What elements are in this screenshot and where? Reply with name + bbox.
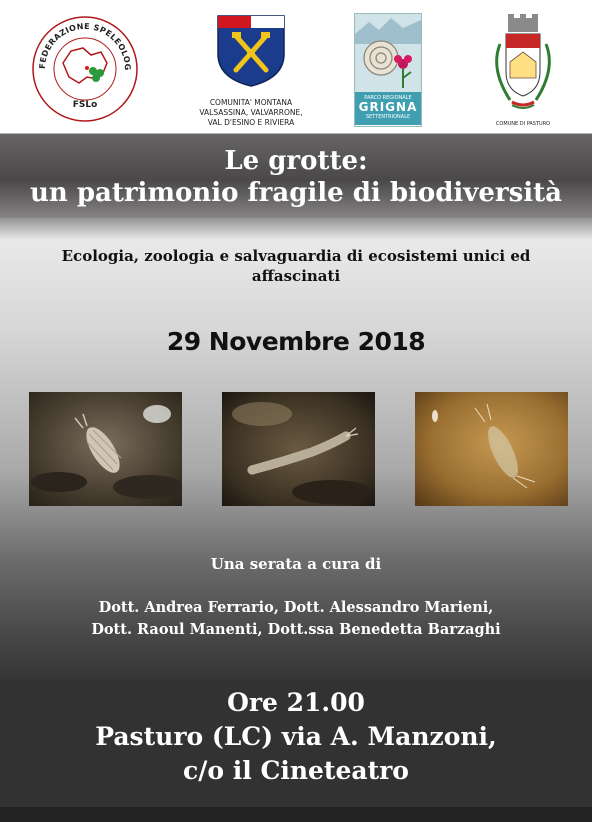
parco-grigna-logo	[354, 13, 422, 127]
title-line-1: Le grotte:	[224, 146, 368, 176]
fslo-short: FSLo	[72, 100, 98, 110]
curated-by-label: Una serata a cura di	[210, 555, 382, 573]
comune-caption: COMUNE DI PASTURO	[495, 121, 551, 127]
parco-line-2: GRIGNA	[358, 100, 418, 114]
fslo-emblem-icon	[31, 15, 139, 123]
event-subtitle	[40, 246, 552, 286]
millipede-photo	[222, 392, 375, 506]
event-time: Ore 21.00	[227, 688, 365, 717]
parco-line-3: SETTENTRIONALE	[365, 114, 411, 120]
ammonite-flower-icon	[355, 14, 421, 92]
venue-info	[0, 686, 592, 788]
logo-header	[0, 0, 592, 133]
parco-line-1: PARCO REGIONALE	[364, 95, 412, 101]
speakers-list	[0, 597, 592, 641]
subtitle-line-1: Ecologia, zoologia e salvaguardia di ecosistemi unici ed	[61, 247, 531, 265]
comunita-line-1: COMUNITA' MONTANA	[209, 98, 293, 107]
subtitle-line-2: affascinati	[251, 267, 341, 285]
title-line-2: un patrimonio fragile di biodiversità	[29, 178, 563, 208]
speakers-line-2: Dott. Raoul Manenti, Dott.ssa Benedetta Barzaghi	[91, 621, 501, 638]
pasturo-coat-of-arms-icon	[482, 14, 564, 114]
comunita-shield-icon	[196, 14, 306, 88]
isopod-photo	[29, 392, 182, 506]
event-date: 29 Novembre 2018	[166, 327, 426, 356]
comune-pasturo-logo	[482, 14, 564, 126]
event-address: Pasturo (LC) via A. Manzoni,	[95, 722, 497, 751]
speakers-line-1: Dott. Andrea Ferrario, Dott. Alessandro Marieni,	[98, 599, 494, 616]
fslo-ring-text: FEDERAZIONE SPELEOLOG	[37, 21, 133, 71]
comunita-montana-logo	[196, 14, 306, 130]
fslo-logo	[31, 15, 139, 123]
comunita-line-3: VAL D'ESINO E RIVIERA	[207, 118, 295, 127]
comunita-line-2: VALSASSINA, VALVARRONE,	[199, 108, 303, 117]
cave-invertebrate-photo	[415, 392, 568, 506]
event-place: c/o il Cineteatro	[183, 756, 409, 785]
event-title	[0, 145, 592, 209]
